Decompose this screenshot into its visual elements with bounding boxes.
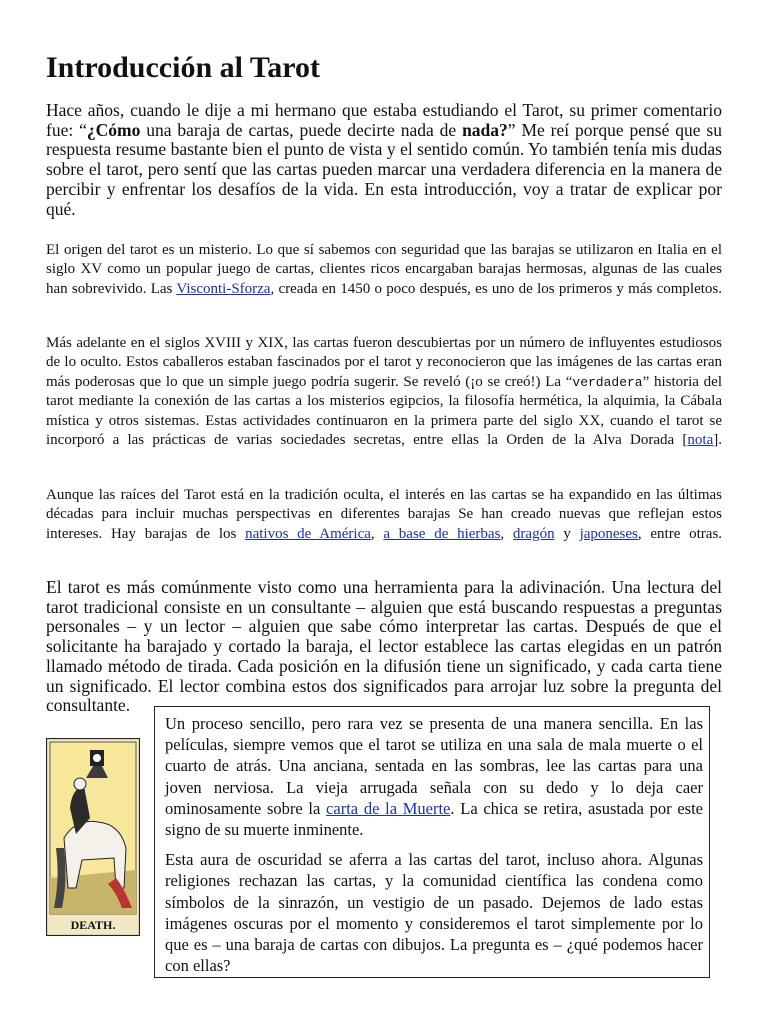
- text: ,: [500, 525, 513, 542]
- text: . La chica se retira, asustada por este signo de su muerte inminente.: [165, 798, 703, 840]
- japoneses-link[interactable]: japoneses: [579, 525, 638, 542]
- text: ” historia del tarot mediante la conexión de las cartas a los misterios egipcios, la filosofía hermética, la alquimia, la Cábala mística y otros sistemas. Estas actividades continuaron en la primera parte del siglo XX, cuando el tarot se incorporó a las prácticas de varias sociedades secretas, entre ellas la Orden de la Alva Dorada [: [46, 373, 722, 449]
- hierbas-link[interactable]: a base de hierbas: [383, 525, 501, 542]
- dragon-link[interactable]: dragón: [512, 525, 555, 542]
- page-title: Introducción al Tarot: [46, 51, 320, 84]
- decks-paragraph: [46, 486, 722, 544]
- box-paragraph-1: [165, 713, 703, 840]
- text: Hace años, cuando le dije a mi hermano que estaba estudiando el Tarot, su primer comentario fue: “: [46, 100, 722, 140]
- intro-paragraph: [46, 101, 722, 219]
- text: ” Me reí porque pensé que su respuesta resume bastante bien el punto de vista y el sentido común. Yo también tenía mis dudas sobre el tarot, pero sentí que las cartas pueden marcar una verdadera diferencia en la manera de percibir y enfrentar los desafíos de la vida. En esta introducción, voy a tratar de explicar por qué.: [46, 119, 722, 219]
- origin-paragraph: [46, 241, 722, 299]
- visconti-sforza-link[interactable]: Visconti-Sforza: [176, 280, 271, 297]
- text: , creada en 1450 o poco después, es uno de los primeros y más completos.: [270, 280, 722, 297]
- box-paragraph-2: Esta aura de oscuridad se aferra a las cartas del tarot, incluso ahora. Algunas religiones rechazan las cartas, y la comunidad científica las condena como símbolos de la sinrazón, un vestigio de un pasado. Dejemos de lado estas imágenes oscuras por el momento y consideremos el tarot simplemente por lo que es – una baraja de cartas con dibujos. La pregunta es – ¿qué podemos hacer con ellas?: [165, 850, 703, 976]
- history-paragraph: [46, 334, 722, 450]
- text: Aunque las raíces del Tarot está en la tradición oculta, el interés en las cartas se ha expandido en las últimas décadas para incluir muchas perspectivas en diferentes barajas Se han creado nuevas que reflejan estos intereses. Hay barajas de los: [46, 487, 722, 542]
- text: ].: [713, 432, 722, 449]
- divination-paragraph: El tarot es más comúnmente visto como una herramienta para la adivinación. Una lectura del tarot tradicional consiste en un consultante – alguien que está buscando respuestas a preguntas personales – y un lector – alguien que sabe cómo interpretar las cartas. Después de que el solicitante ha barajado y cortado la baraja, el lector establece las cartas elegidas en un patrón llamado método de tirada. Cada posición en la difusión tiene un significado, y cada carta tiene un significado. El lector combina estos dos significados para arrojar luz sobre la pregunta del consultante.: [46, 577, 722, 716]
- card-caption: DEATH.: [70, 918, 116, 932]
- text: ,: [370, 525, 384, 542]
- bold-text: nada?: [462, 119, 508, 140]
- text: Un proceso sencillo, pero rara vez se presenta de una manera sencilla. En las películas, siempre vemos que el tarot se utiliza en una sala de mala muerte o el cuarto de atrás. Una anciana, sentada en las sombras, lee las cartas para una joven nerviosa. La vieja arrugada señala con su dedo y lo deja caer ominosamente sobre la: [165, 714, 703, 818]
- text: y: [554, 525, 580, 542]
- text: , entre otras.: [637, 525, 723, 542]
- text: una baraja de cartas, puede decirte nada de: [140, 119, 463, 140]
- carta-muerte-link[interactable]: carta de la Muerte: [326, 798, 451, 818]
- nativos-america-link[interactable]: nativos de América: [245, 525, 371, 542]
- mono-text: verdadera: [572, 374, 643, 390]
- text: Más adelante en el siglos XVIII y XIX, las cartas fueron descubiertas por un número de influyentes estudiosos de lo oculto. Estos caballeros estaban fascinados por el tarot y reconocieron que las imágenes de las cartas eran más poderosas que lo que un simple juego podría sugerir. Se reveló (¡o se creó!) La “: [46, 335, 722, 390]
- nota-link[interactable]: nota: [687, 432, 714, 449]
- text: El origen del tarot es un misterio. Lo que sí sabemos con seguridad que las barajas se utilizaron en Italia en el siglo XV como un popular juego de cartas, clientes ricos encargaban barajas hermosas, algunas de las cuales han sobrevivido. Las: [46, 242, 722, 297]
- bold-text: ¿Cómo: [86, 119, 141, 140]
- sidebar-box: [154, 706, 710, 978]
- death-tarot-card-image: [46, 738, 140, 936]
